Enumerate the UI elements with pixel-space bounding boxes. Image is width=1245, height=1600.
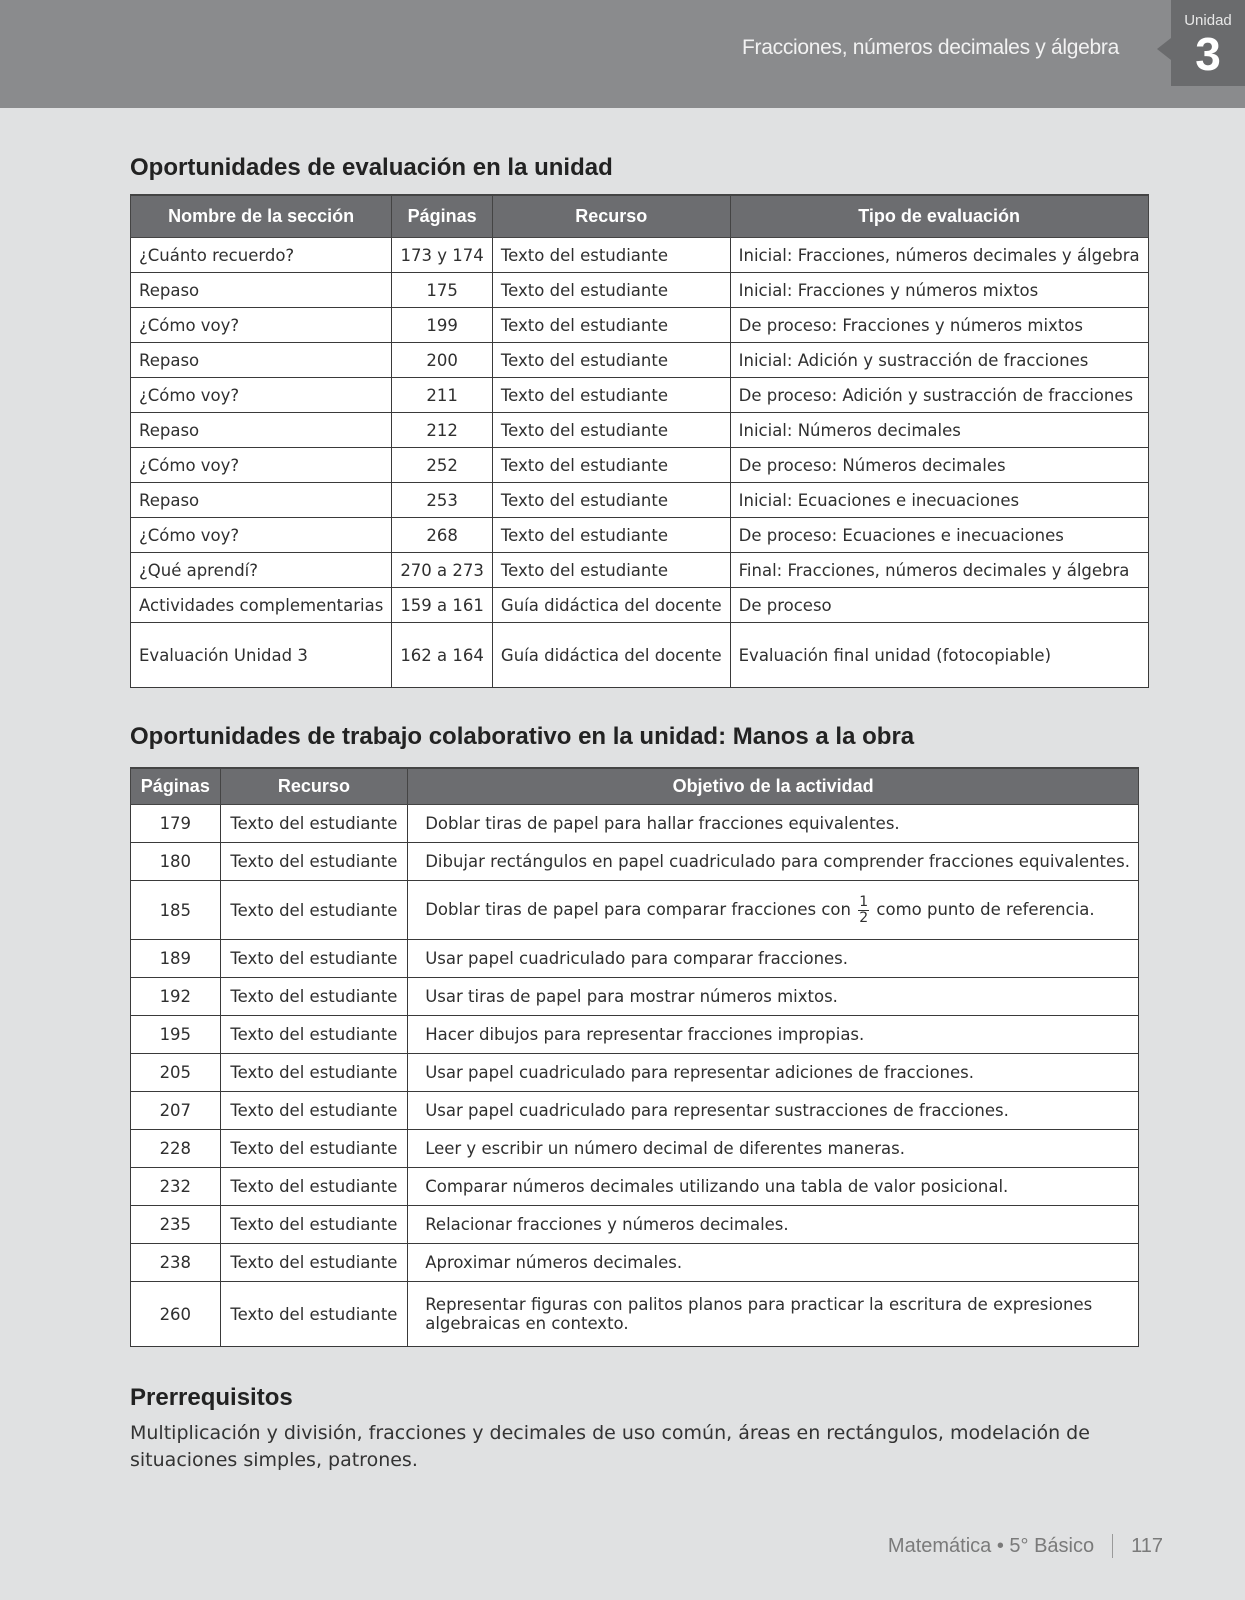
collaborative-heading: Oportunidades de trabajo colaborativo en la unidad: Manos a la obra	[130, 723, 915, 750]
table-row	[131, 805, 1139, 843]
objective-cell: Usar tiras de papel para mostrar números mixtos.	[408, 978, 1139, 1016]
table-row	[131, 978, 1139, 1016]
resource-cell: Texto del estudiante	[220, 1168, 408, 1206]
section-name-cell: ¿Cómo voy?	[131, 448, 392, 483]
pages-cell: 228	[131, 1130, 221, 1168]
pages-cell: 185	[131, 881, 221, 940]
pages-cell: 211	[392, 378, 493, 413]
prerequisites-heading: Prerrequisitos	[130, 1384, 293, 1411]
evaluation-type-cell: Final: Fracciones, números decimales y álgebra	[730, 553, 1148, 588]
unit-label: Unidad	[1184, 12, 1232, 29]
evaluation-type-cell: De proceso: Fracciones y números mixtos	[730, 308, 1148, 343]
table-row	[131, 1092, 1139, 1130]
pages-cell: 192	[131, 978, 221, 1016]
table-row	[131, 378, 1149, 413]
table-row	[131, 1244, 1139, 1282]
footer-subject: Matemática • 5° Básico	[887, 1534, 1095, 1557]
resource-cell: Texto del estudiante	[492, 483, 730, 518]
column-header: Páginas	[392, 195, 493, 238]
pages-cell: 212	[392, 413, 493, 448]
pages-cell: 205	[131, 1054, 221, 1092]
pages-cell: 199	[392, 308, 493, 343]
pages-cell: 253	[392, 483, 493, 518]
column-header: Recurso	[492, 195, 730, 238]
table-row	[131, 273, 1149, 308]
section-name-cell: ¿Qué aprendí?	[131, 553, 392, 588]
resource-cell: Guía didáctica del docente	[492, 588, 730, 623]
table-row	[131, 623, 1149, 688]
evaluation-type-cell: Evaluación final unidad (fotocopiable)	[730, 623, 1148, 688]
resource-cell: Texto del estudiante	[220, 1016, 408, 1054]
unit-tab	[1171, 0, 1245, 86]
pages-cell: 252	[392, 448, 493, 483]
evaluation-table	[130, 194, 1149, 688]
column-header: Tipo de evaluación	[730, 195, 1148, 238]
objective-cell: Doblar tiras de papel para hallar fracciones equivalentes.	[408, 805, 1139, 843]
pages-cell: 232	[131, 1168, 221, 1206]
section-name-cell: Repaso	[131, 343, 392, 378]
table-row	[131, 553, 1149, 588]
resource-cell: Texto del estudiante	[492, 308, 730, 343]
resource-cell: Texto del estudiante	[220, 1206, 408, 1244]
objective-cell: Aproximar números decimales.	[408, 1244, 1139, 1282]
objective-cell: Representar figuras con palitos planos para practicar la escritura de expresiones algebraicas en contexto.	[408, 1282, 1139, 1347]
table-row	[131, 1016, 1139, 1054]
column-header: Páginas	[131, 768, 221, 805]
resource-cell: Texto del estudiante	[220, 805, 408, 843]
table-row	[131, 843, 1139, 881]
pages-cell: 173 y 174	[392, 238, 493, 273]
pages-cell: 200	[392, 343, 493, 378]
unit-number: 3	[1195, 28, 1221, 80]
column-header: Objetivo de la actividad	[408, 768, 1139, 805]
objective-cell: Usar papel cuadriculado para representar adiciones de fracciones.	[408, 1054, 1139, 1092]
resource-cell: Texto del estudiante	[492, 448, 730, 483]
section-name-cell: Repaso	[131, 483, 392, 518]
prerequisites-text: Multiplicación y división, fracciones y decimales de uso común, áreas en rectángulos, modelación de situaciones simples, patrones.	[130, 1422, 1090, 1471]
resource-cell: Texto del estudiante	[220, 881, 408, 940]
resource-cell: Texto del estudiante	[220, 1130, 408, 1168]
pages-cell: 175	[392, 273, 493, 308]
objective-cell: Dibujar rectángulos en papel cuadriculado para comprender fracciones equivalentes.	[408, 843, 1139, 881]
resource-cell: Texto del estudiante	[220, 1092, 408, 1130]
table-row	[131, 308, 1149, 343]
pages-cell: 159 a 161	[392, 588, 493, 623]
evaluation-heading: Oportunidades de evaluación en la unidad	[130, 154, 613, 181]
fraction	[858, 895, 869, 926]
table-row	[131, 518, 1149, 553]
resource-cell: Texto del estudiante	[492, 343, 730, 378]
pages-cell: 207	[131, 1092, 221, 1130]
chapter-title: Fracciones, números decimales y álgebra	[742, 36, 1119, 59]
section-name-cell: ¿Cómo voy?	[131, 308, 392, 343]
objective-text: como punto de referencia.	[876, 899, 1095, 919]
objective-cell: Leer y escribir un número decimal de diferentes maneras.	[408, 1130, 1139, 1168]
table-row	[131, 588, 1149, 623]
resource-cell: Texto del estudiante	[492, 518, 730, 553]
evaluation-type-cell: Inicial: Fracciones, números decimales y álgebra	[730, 238, 1148, 273]
objective-cell: Relacionar fracciones y números decimales.	[408, 1206, 1139, 1244]
resource-cell: Texto del estudiante	[492, 378, 730, 413]
table-header-row	[131, 768, 1139, 805]
evaluation-type-cell: Inicial: Adición y sustracción de fracciones	[730, 343, 1148, 378]
pages-cell: 162 a 164	[392, 623, 493, 688]
objective-cell: Hacer dibujos para representar fracciones impropias.	[408, 1016, 1139, 1054]
section-name-cell: Repaso	[131, 413, 392, 448]
column-header: Nombre de la sección	[131, 195, 392, 238]
resource-cell: Texto del estudiante	[492, 273, 730, 308]
section-name-cell: Actividades complementarias	[131, 588, 392, 623]
table-row	[131, 483, 1149, 518]
objective-cell	[408, 881, 1139, 940]
evaluation-type-cell: De proceso: Adición y sustracción de fracciones	[730, 378, 1148, 413]
table-row	[131, 238, 1149, 273]
pages-cell: 270 a 273	[392, 553, 493, 588]
collaborative-table	[130, 767, 1139, 1347]
table-row	[131, 881, 1139, 940]
footer-divider	[1112, 1534, 1113, 1558]
evaluation-type-cell: De proceso: Ecuaciones e inecuaciones	[730, 518, 1148, 553]
table-row	[131, 940, 1139, 978]
evaluation-type-cell: Inicial: Fracciones y números mixtos	[730, 273, 1148, 308]
resource-cell: Texto del estudiante	[492, 413, 730, 448]
section-name-cell: ¿Cómo voy?	[131, 378, 392, 413]
pages-cell: 179	[131, 805, 221, 843]
resource-cell: Texto del estudiante	[220, 1244, 408, 1282]
section-name-cell: Evaluación Unidad 3	[131, 623, 392, 688]
pages-cell: 238	[131, 1244, 221, 1282]
page-number: 117	[1131, 1534, 1163, 1557]
column-header: Recurso	[220, 768, 408, 805]
table-row	[131, 1130, 1139, 1168]
objective-cell: Usar papel cuadriculado para comparar fracciones.	[408, 940, 1139, 978]
section-name-cell: ¿Cuánto recuerdo?	[131, 238, 392, 273]
resource-cell: Texto del estudiante	[492, 238, 730, 273]
evaluation-type-cell: De proceso	[730, 588, 1148, 623]
resource-cell: Texto del estudiante	[220, 1282, 408, 1347]
pages-cell: 235	[131, 1206, 221, 1244]
fraction-denominator: 2	[859, 909, 869, 926]
resource-cell: Guía didáctica del docente	[492, 623, 730, 688]
pages-cell: 189	[131, 940, 221, 978]
resource-cell: Texto del estudiante	[220, 843, 408, 881]
objective-cell: Comparar números decimales utilizando una tabla de valor posicional.	[408, 1168, 1139, 1206]
objective-text: Doblar tiras de papel para comparar fracciones con	[425, 899, 851, 919]
table-row	[131, 1168, 1139, 1206]
resource-cell: Texto del estudiante	[220, 940, 408, 978]
evaluation-type-cell: Inicial: Números decimales	[730, 413, 1148, 448]
objective-cell: Usar papel cuadriculado para representar sustracciones de fracciones.	[408, 1092, 1139, 1130]
resource-cell: Texto del estudiante	[220, 978, 408, 1016]
table-row	[131, 1206, 1139, 1244]
pages-cell: 180	[131, 843, 221, 881]
fraction-numerator: 1	[859, 893, 869, 910]
pages-cell: 260	[131, 1282, 221, 1347]
evaluation-type-cell: De proceso: Números decimales	[730, 448, 1148, 483]
table-row	[131, 1054, 1139, 1092]
section-name-cell: Repaso	[131, 273, 392, 308]
pages-cell: 195	[131, 1016, 221, 1054]
section-name-cell: ¿Cómo voy?	[131, 518, 392, 553]
table-header-row	[131, 195, 1149, 238]
table-row	[131, 1282, 1139, 1347]
evaluation-type-cell: Inicial: Ecuaciones e inecuaciones	[730, 483, 1148, 518]
pages-cell: 268	[392, 518, 493, 553]
table-row	[131, 413, 1149, 448]
table-row	[131, 343, 1149, 378]
header-band	[0, 0, 1245, 108]
resource-cell: Texto del estudiante	[492, 553, 730, 588]
page-footer	[888, 1534, 1163, 1558]
resource-cell: Texto del estudiante	[220, 1054, 408, 1092]
table-row	[131, 448, 1149, 483]
